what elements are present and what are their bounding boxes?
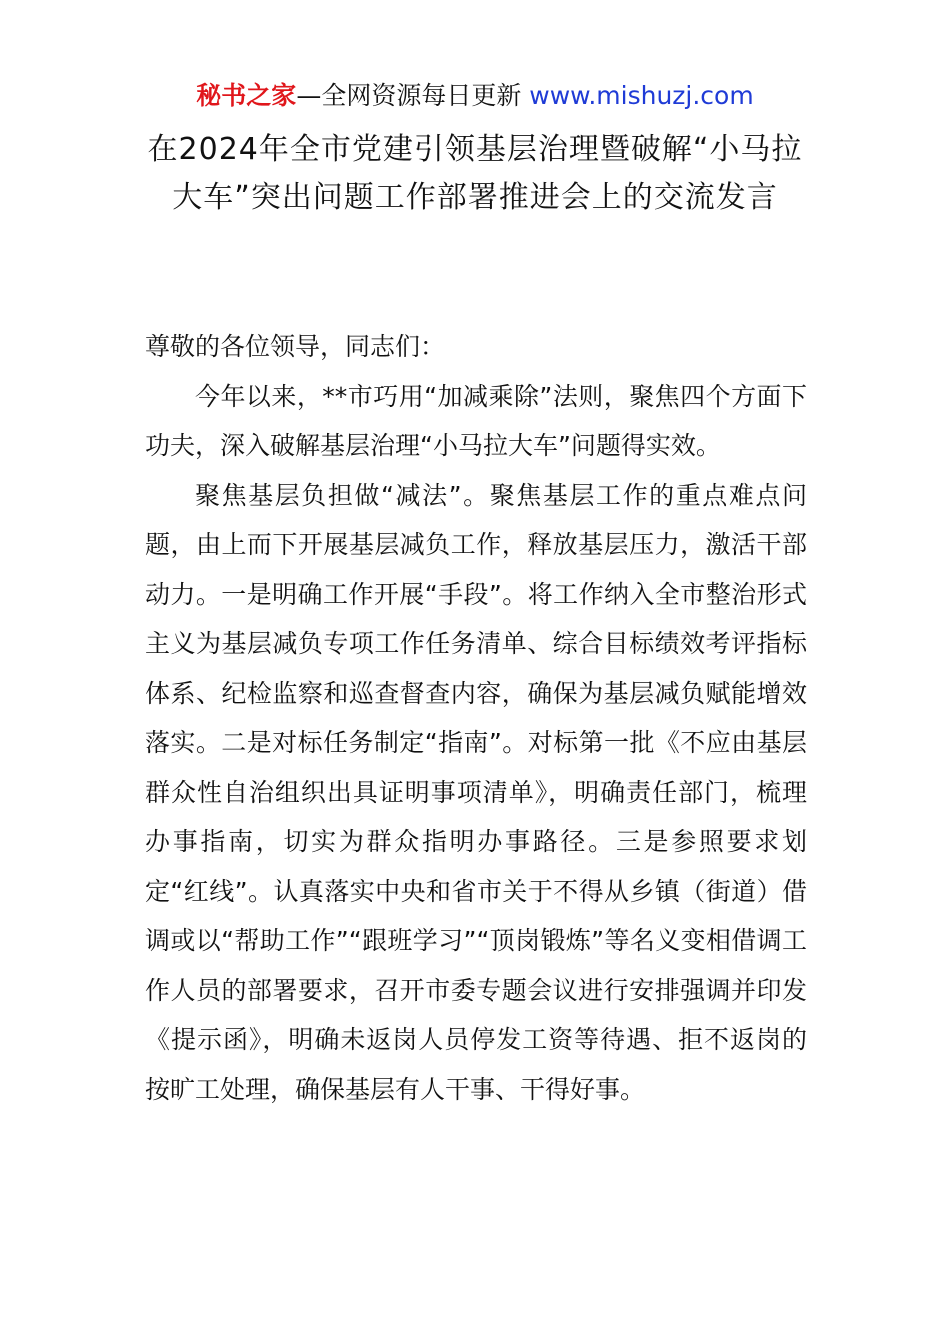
paragraph-reduce-burden: 聚焦基层负担做“减法”。聚焦基层工作的重点难点问题，由上而下开展基层减负工作，释放基层压力，激活干部动力。一是明确工作开展“手段”。将工作纳入全市整治形式主义为基层减负专项工作任务清单、综合目标绩效考评指标体系、纪检监察和巡查督查内容，确保为基层减负赋能增效落实。二是对标任务制定“指南”。对标第一批《不应由基层群众性自治组织出具证明事项清单》，明确责任部门，梳理办事指南，切实为群众指明办事路径。三是参照要求划定“红线”。认真落实中央和省市关于不得从乡镇（街道）借调或以“帮助工作”“跟班学习”“顶岗锻炼”等名义变相借调工作人员的部署要求，召开市委专题会议进行安排强调并印发《提示函》，明确未返岗人员停发工资等待遇、拒不返岗的按旷工处理，确保基层有人干事、干得好事。 [145, 480, 807, 1104]
document-title: 在2024年全市党建引领基层治理暨破解“小马拉大车”突出问题工作部署推进会上的交流发言 [147, 132, 803, 215]
brand-name: 秘书之家 [196, 81, 297, 110]
paragraph-intro: 今年以来，**市巧用“加减乘除”法则，聚焦四个方面下功夫，深入破解基层治理“小马拉大车”问题得实效。 [145, 381, 807, 460]
watermark-header [0, 80, 950, 112]
salutation: 尊敬的各位领导，同志们： [145, 332, 446, 361]
document-body [145, 322, 807, 1114]
site-link[interactable]: www.mishuzj.com [529, 81, 754, 110]
header-tagline: —全网资源每日更新 [296, 81, 522, 110]
